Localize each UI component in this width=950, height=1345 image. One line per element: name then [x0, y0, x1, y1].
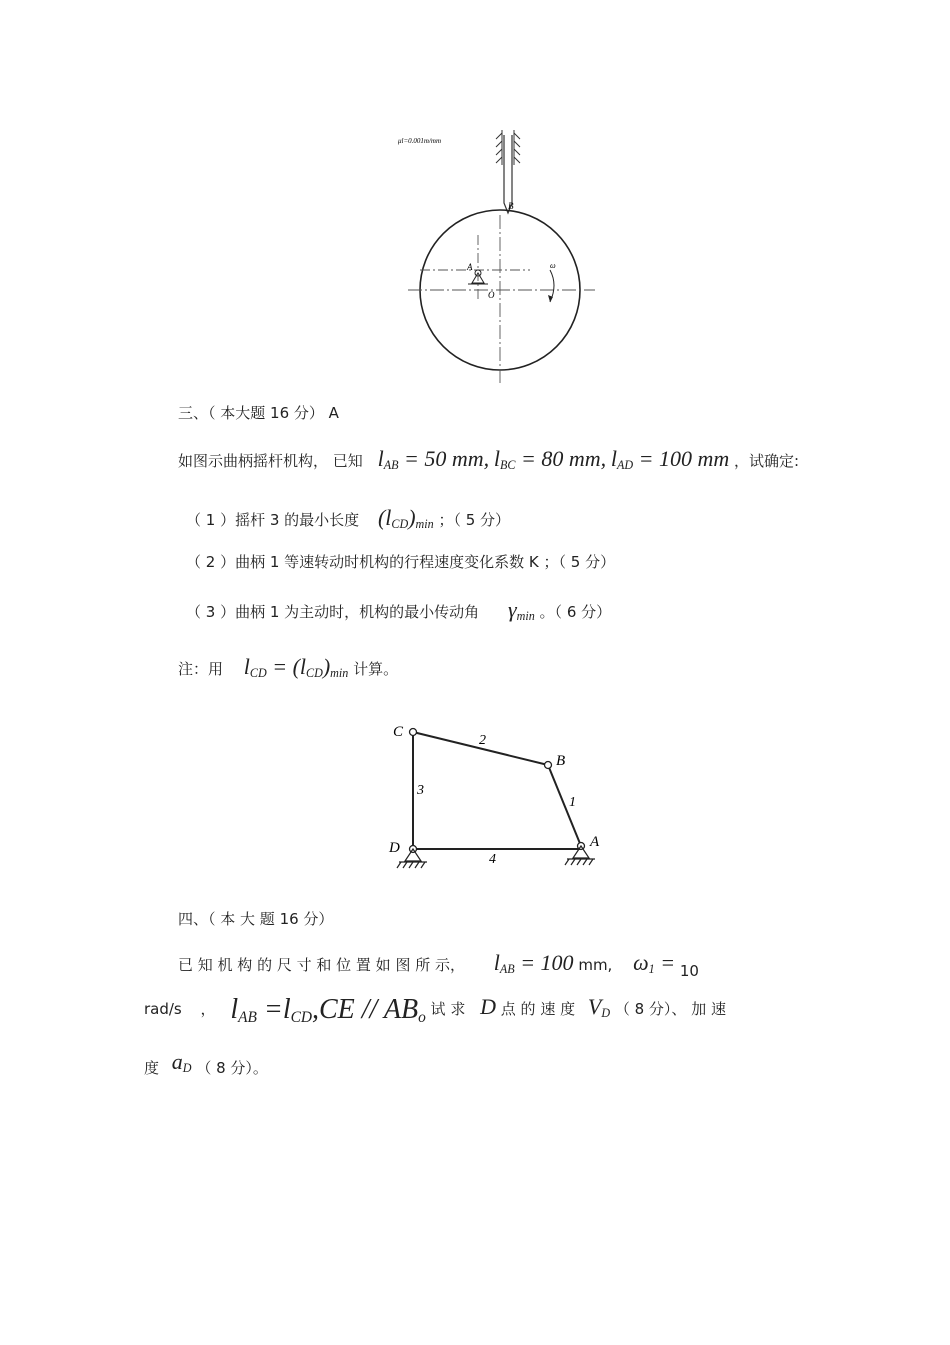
- cam-omega: ω: [550, 261, 556, 270]
- joint-d: D: [389, 840, 400, 856]
- question-3: （ 3 ）曲柄 1 为主动时，机构的最小传动角 $\gamma_{min}$ 。（ 6 分）: [186, 597, 612, 624]
- question-2: （ 2 ）曲柄 1 等速转动时机构的行程速度变化系数 K ；（ 5 分）: [186, 553, 616, 571]
- cam-point-b: B: [508, 201, 514, 211]
- joint-c: C: [393, 724, 404, 740]
- link-label-1: 1: [569, 795, 576, 810]
- l-bc-formula: $l_{BC} = 80$ mm,: [493, 446, 607, 473]
- note-formula: $l_{CD} = (l_{CD})_{min}$: [243, 654, 349, 681]
- gamma-min: $\gamma_{min}$: [507, 597, 535, 624]
- cam-scale-label: μl=0.001m/mm: [398, 137, 442, 145]
- l-ab-100: $l_{AB} = 100$: [493, 950, 574, 977]
- intro-prefix: 如图示曲柄摇杆机构， 已知: [178, 452, 363, 470]
- section4-heading: 四、（ 本 大 题 16 分）: [178, 910, 334, 928]
- joint-a: A: [590, 834, 600, 850]
- section3-note: 注：用 $l_{CD} = (l_{CD})_{min}$ 计算。: [178, 654, 399, 681]
- section3-heading: 三、（ 本大题 16 分） A: [178, 404, 339, 422]
- question-1: （ 1 ）摇杆 3 的最小长度 $(l_{CD})_{min}$ ；（ 5 分）: [186, 505, 511, 532]
- l-ab-formula: $l_{AB} = 50$ mm,: [377, 446, 490, 473]
- equality-formula: $l_{AB} =l_{CD},CE // AB_o$: [230, 994, 426, 1026]
- cam-point-a: A: [467, 262, 473, 272]
- section4-line1: 已 知 机 构 的 尺 寸 和 位 置 如 图 所 示， $l_{AB} = 100$ mm, $\omega_1 = 10$: [178, 950, 699, 980]
- linkage-figure: [385, 718, 610, 878]
- section4-line3: 度 $a_D$ （ 8 分）。: [144, 1049, 268, 1077]
- link-label-4: 4: [489, 852, 496, 867]
- cam-point-o: O: [488, 290, 495, 300]
- v-d: $V_D$: [587, 994, 611, 1021]
- a-d: $a_D$: [171, 1049, 192, 1076]
- omega-1: $\omega_1$ =: [633, 950, 676, 977]
- link-label-2: 2: [479, 733, 486, 748]
- joint-b: B: [556, 753, 566, 769]
- section4-line2: rad/s ， $l_{AB} =l_{CD},CE // AB_o$ 试 求 D 点 的 速 度 $V_D$ （ 8 分）、 加 速: [144, 994, 726, 1026]
- cam-mechanism-figure: [390, 125, 605, 390]
- link-label-3: 3: [417, 783, 424, 798]
- intro-suffix: ，试确定:: [734, 452, 800, 470]
- section3-intro: [178, 446, 799, 473]
- l-ad-formula: $l_{AD} = 100$ mm: [610, 446, 730, 473]
- l-cd-min: $(l_{CD})_{min}$: [377, 505, 434, 532]
